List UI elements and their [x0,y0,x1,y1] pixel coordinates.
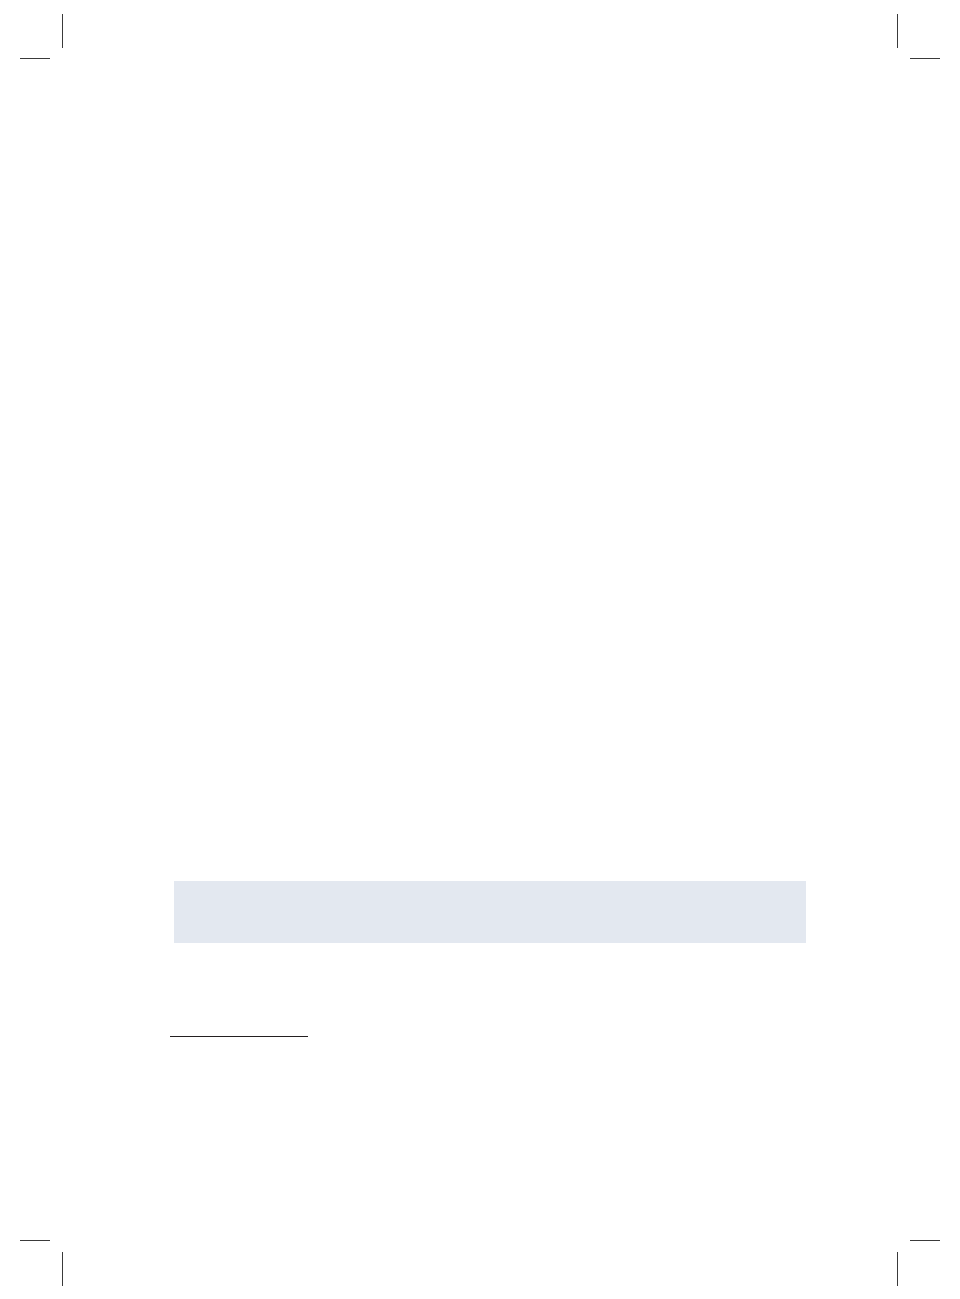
crop-mark-top-right-h [910,58,940,59]
footnote-6 [170,1065,808,1085]
crop-mark-top-right [897,14,898,48]
crop-mark-bottom-left-h [20,1240,50,1241]
crop-mark-bottom-right-h [910,1240,940,1241]
footnote-5 [170,1045,808,1065]
crop-mark-bottom-right [897,1252,898,1286]
crop-mark-top-left-h [20,58,50,59]
heading-accent-bar [170,881,174,943]
footnote-separator [170,1036,308,1037]
footnotes [170,1045,808,1085]
crop-mark-top-left [62,14,63,48]
crop-mark-bottom-left [62,1252,63,1286]
section-heading-box [170,881,806,943]
